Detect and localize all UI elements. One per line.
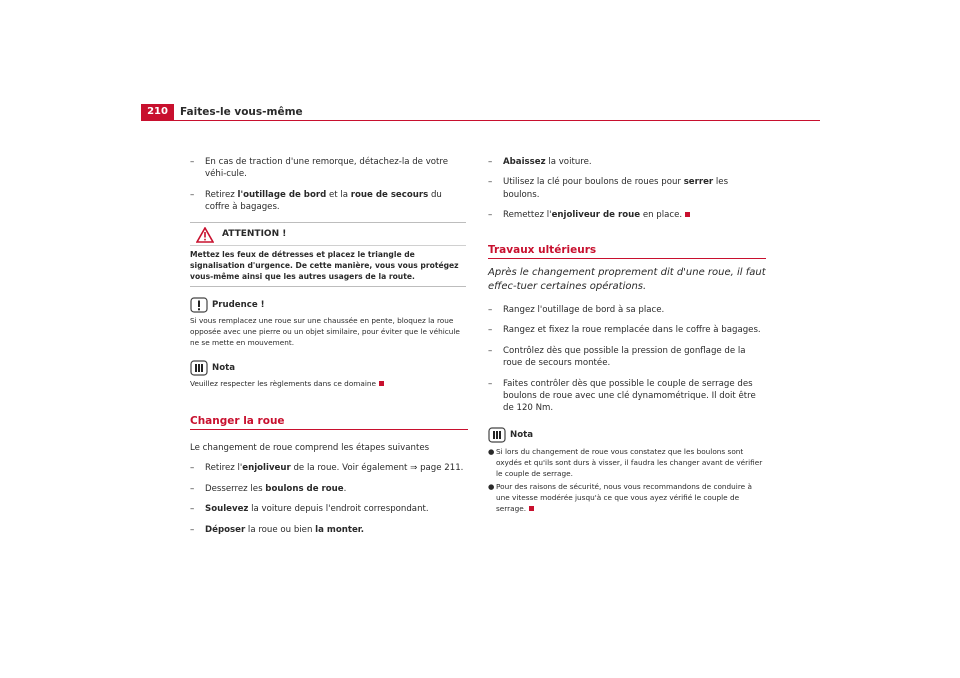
warning-triangle-icon: [196, 227, 214, 243]
list-item: – Soulevez la voiture depuis l'endroit correspondant.: [190, 504, 429, 515]
bullet-item: ● Si lors du changement de roue vous constatez que les boulons sont oxydés et qu'ils sont durs à visser, il faudra les changer avant de vérifier le couple de serrage.: [488, 446, 763, 478]
list-item: – Contrôlez dès que possible la pression de gonflage de la roue de secours montée.: [488, 345, 746, 369]
nota-text: Veuillez respecter les règlements dans ce domaine: [190, 378, 376, 388]
list-item: – Remettez l'enjoliveur de roue en place.: [488, 209, 766, 221]
list-item: – Retirez l'outillage de bord et la roue de secours du coffre à bagages.: [190, 189, 442, 213]
list-item: – Abaissez la voiture.: [488, 157, 592, 167]
list-item: – Rangez et fixez la roue remplacée dans le coffre à bagages.: [488, 325, 761, 336]
attention-text: Mettez les feux de détresses et placez le triangle de signalisation d'urgence. De cette manière, vous vous protégez vous-même ainsi que les autres usagers de la route.: [190, 249, 459, 281]
right-column: [488, 156, 766, 516]
nota-title: Nota: [212, 363, 236, 374]
page-number: 210: [141, 104, 174, 120]
info-icon: [190, 360, 208, 376]
section-title-changer: Changer la roue: [190, 415, 468, 430]
left-column: [190, 156, 468, 544]
list-item: – Rangez l'outillage de bord à sa place.: [488, 305, 665, 316]
attention-title: ATTENTION !: [222, 229, 287, 240]
list-item: – Retirez l'enjoliveur de la roue. Voir également ⇒ page 211.: [190, 463, 464, 474]
section-intro: Le changement de roue comprend les étapes suivantes: [190, 443, 430, 454]
list-item: – En cas de traction d'une remorque, détachez-la de votre véhi-cule.: [190, 157, 449, 180]
page-title: Faites-le vous-même: [180, 106, 303, 118]
end-marker: [685, 212, 690, 217]
prudence-title: Prudence !: [212, 300, 265, 311]
exclamation-icon: [190, 297, 208, 313]
header-rule: [141, 120, 820, 121]
nota-title: Nota: [510, 430, 534, 441]
prudence-note: [190, 297, 468, 348]
info-icon: [488, 427, 506, 443]
list-item: – Desserrez les boulons de roue.: [190, 483, 347, 494]
attention-box: [190, 222, 466, 287]
list-item: – Faites contrôler dès que possible le couple de serrage des boulons de roue avec une clé dynamométrique. Il doit être de 120 Nm.: [488, 378, 756, 414]
section-subtitle: Après le changement proprement dit d'une roue, il faut effec-tuer certaines opérations.: [488, 267, 766, 293]
section-title-travaux: Travaux ultérieurs: [488, 244, 766, 259]
nota-note: [190, 360, 468, 389]
prudence-text: Si vous remplacez une roue sur une chaussée en pente, bloquez la roue opposée avec une pierre ou un objet similaire, pour éviter que le véhicule ne se mette en mouvement.: [190, 315, 460, 347]
list-item: – Déposer la roue ou bien la monter.: [190, 524, 365, 535]
list-item: – Utilisez la clé pour boulons de roues pour serrer les boulons.: [488, 177, 729, 200]
bullet-item: ● Pour des raisons de sécurité, nous vous recommandons de conduire à une vitesse modérée jusqu'à ce que vous ayez vérifié le couple de serrage.: [488, 481, 752, 513]
end-marker: [379, 381, 384, 386]
nota-note-right: [488, 427, 766, 514]
end-marker: [529, 506, 534, 511]
